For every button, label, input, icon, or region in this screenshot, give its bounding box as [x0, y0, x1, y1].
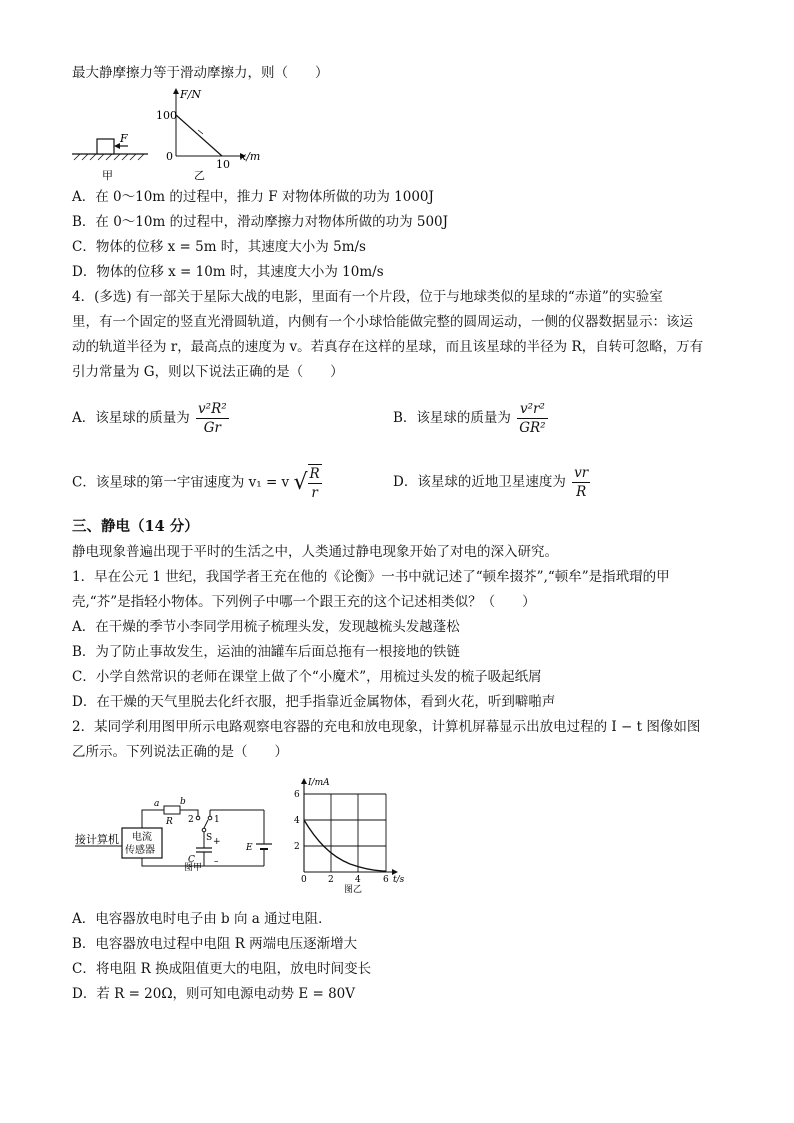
node-b: b: [180, 797, 186, 807]
it-x-tick-0: 0: [301, 875, 307, 885]
q4-option-d-numerator: vr: [574, 465, 589, 481]
q4-option-a-fraction: [196, 400, 229, 437]
switch-2: 2: [188, 815, 194, 825]
sensor-label-1: 电流: [132, 832, 152, 843]
q4-option-b: [393, 400, 548, 437]
it-x-label: t/s: [393, 875, 405, 885]
q2-line-1: 2．某同学利用图甲所示电路观察电容器的充电和放电现象，计算机屏幕显示出放电过程的 I − t 图像如图: [72, 719, 701, 735]
x-tick-10: 10: [216, 158, 230, 171]
q2-option-c: C．将电阻 R 换成阻值更大的电阻，放电时间变长: [72, 961, 372, 977]
it-y-tick-6: 6: [294, 790, 300, 800]
q2-option-b: B．电容器放电过程中电阻 R 两端电压逐渐增大: [72, 936, 358, 952]
q4-line-4: 引力常量为 G，则以下说法正确的是（ ）: [72, 364, 344, 380]
intro-line: 最大静摩擦力等于滑动摩擦力，则（ ）: [72, 65, 329, 81]
q1-option-b: B．为了防止事故发生，运油的油罐车后面总拖有一根接地的铁链: [72, 644, 460, 660]
figure-circuit: [72, 780, 282, 872]
q4-option-d-text: D．该星球的近地卫星速度为: [393, 474, 566, 490]
q3-option-a: A．在 0～10m 的过程中，推力 F 对物体所做的功为 1000J: [72, 189, 434, 205]
q1-line-1: 1．早在公元 1 世纪，我国学者王充在他的《论衡》一书中就记述了“顿牟掇芥”,“顿牟”是指玳瑁的甲: [72, 569, 670, 585]
force-label: F: [120, 132, 128, 145]
figure-it-graph: [290, 774, 410, 894]
resistor-label: R: [166, 817, 173, 827]
q4-option-c-denominator: r: [311, 485, 318, 501]
q1-option-d: D．在干燥的天气里脱去化纤衣服，把手指靠近金属物体，看到火花，听到噼啪声: [72, 694, 556, 710]
figure-force-graph: [70, 84, 270, 182]
computer-label: 接计算机: [75, 833, 119, 846]
switch-1: 1: [214, 815, 220, 825]
q4-option-a-denominator: Gr: [203, 420, 221, 436]
section-intro: 静电现象普遍出现于平时的生活之中，人类通过静电现象开始了对电的深入研究。: [72, 544, 558, 560]
q4-option-b-fraction: [517, 400, 547, 437]
figure-label-right: 乙: [194, 169, 205, 182]
q1-option-c: C．小学自然常识的老师在课堂上做了个“小魔术”，用梳过头发的梳子吸起纸屑: [72, 669, 542, 685]
section-heading: 三、静电（14 分）: [72, 518, 199, 535]
it-y-tick-2: 2: [294, 842, 300, 852]
q4-option-a-text: A．该星球的质量为: [72, 410, 190, 426]
battery-label: E: [246, 843, 253, 853]
node-a: a: [154, 799, 160, 809]
caption-right: 图乙: [344, 885, 363, 894]
y-axis-label: F/N: [180, 88, 201, 101]
q1-line-2: 壳,“芥”是指轻小物体。下列例子中哪一个跟王充的这个记述相类似？（ ）: [72, 594, 536, 610]
q4-option-d-fraction: [572, 464, 590, 501]
y-tick-100: 100: [156, 109, 177, 122]
sqrt-sign: √: [293, 470, 308, 495]
figure-label-left: 甲: [102, 169, 113, 182]
q4-option-d: [393, 464, 590, 501]
q2-line-2: 乙所示。下列说法正确的是（ ）: [72, 744, 288, 760]
q4-option-c: [72, 464, 322, 502]
capacitor-label: C: [188, 855, 195, 865]
it-y-tick-4: 4: [294, 816, 300, 826]
q4-option-a-numerator: v²R²: [198, 401, 227, 417]
q1-option-a: A．在干燥的季节小李同学用梳子梳理头发，发现越梳头发越蓬松: [72, 619, 460, 635]
it-x-tick-2: 2: [328, 875, 334, 885]
q4-option-b-text: B．该星球的质量为: [393, 410, 511, 426]
discharge-curve: [304, 820, 386, 871]
capacitor-minus: –: [214, 857, 219, 867]
q4-option-c-fraction: [308, 464, 322, 502]
q3-option-b: B．在 0～10m 的过程中，滑动摩擦力对物体所做的功为 500J: [72, 214, 449, 230]
origin-label: 0: [166, 150, 173, 163]
x-axis-label: x/m: [240, 150, 261, 163]
caption-left: 图甲: [184, 863, 203, 872]
q3-option-c: C．物体的位移 x = 5m 时，其速度大小为 5m/s: [72, 239, 366, 255]
q2-option-d: D．若 R = 20Ω，则可知电源电动势 E = 80V: [72, 986, 356, 1002]
q4-line-3: 动的轨道半径为 r，最高点的速度为 v。若真存在这样的星球，而且该星球的半径为 R，自转可忽略，万有: [72, 339, 704, 355]
q3-option-d: D．物体的位移 x = 10m 时，其速度大小为 10m/s: [72, 264, 384, 280]
it-x-tick-4: 4: [355, 875, 361, 885]
q2-option-a: A．电容器放电时电子由 b 向 a 通过电阻．: [72, 911, 332, 927]
q4-option-c-text: C．该星球的第一宇宙速度为 v₁ = v: [72, 474, 290, 491]
q4-option-a: [72, 400, 229, 437]
q4-option-b-numerator: v²r²: [517, 400, 547, 419]
switch-label: S: [206, 833, 213, 843]
q4-option-b-denominator: GR²: [519, 420, 546, 436]
q4-option-c-numerator: R: [309, 466, 320, 482]
capacitor-plus: +: [213, 837, 221, 847]
q4-line-1: 4．(多选) 有一部关于星际大战的电影，里面有一个片段，位于与地球类似的星球的“赤道”的实验室: [72, 289, 663, 305]
it-y-label: I/mA: [308, 778, 330, 788]
q4-option-d-denominator: R: [576, 484, 587, 500]
it-x-tick-6: 6: [383, 875, 389, 885]
sensor-label-2: 传感器: [125, 845, 155, 856]
q4-line-2: 里，有一个固定的竖直光滑圆轨道，内侧有一个小球恰能做完整的圆周运动，一侧的仪器数据显示：该运: [72, 314, 693, 330]
